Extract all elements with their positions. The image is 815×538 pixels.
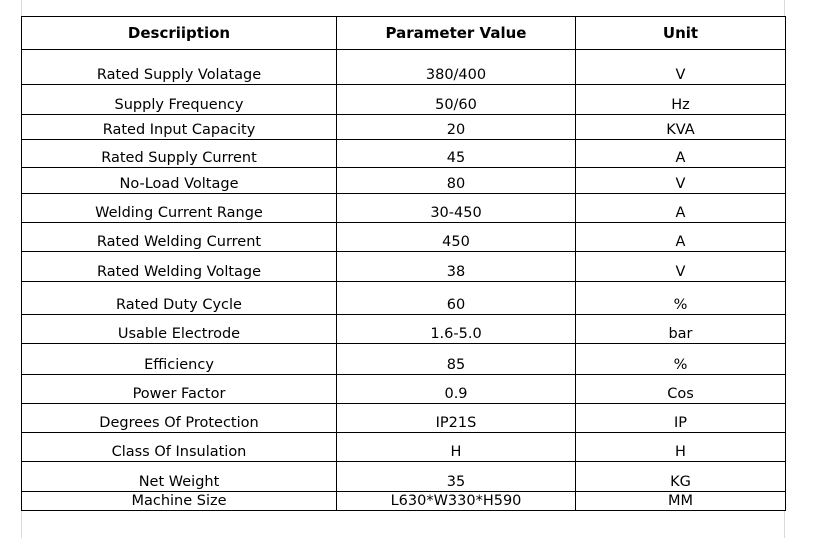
description-cell: Rated Input Capacity [22,115,337,140]
value-cell: 80 [337,168,576,194]
table-row [22,462,786,492]
description-cell: No-Load Voltage [22,168,337,194]
value-cell: 1.6-5.0 [337,315,576,344]
value-cell: 50/60 [337,85,576,115]
table-row [22,282,786,315]
unit-cell: V [576,50,786,85]
description-cell: Power Factor [22,375,337,404]
value-cell: L630*W330*H590 [337,492,576,511]
unit-cell: % [576,282,786,315]
value-cell: 38 [337,252,576,282]
value-cell: 60 [337,282,576,315]
table-row [22,194,786,223]
description-cell: Efficiency [22,344,337,375]
description-cell: Usable Electrode [22,315,337,344]
value-cell: 380/400 [337,50,576,85]
header-parameter-value: Parameter Value [337,17,576,50]
value-cell: IP21S [337,404,576,433]
description-cell: Net Weight [22,462,337,492]
value-cell: 35 [337,462,576,492]
value-cell: 450 [337,223,576,252]
table-row [22,168,786,194]
table-row [22,344,786,375]
description-cell: Rated Welding Voltage [22,252,337,282]
value-cell: H [337,433,576,462]
unit-cell: V [576,168,786,194]
description-cell: Supply Frequency [22,85,337,115]
table-row [22,375,786,404]
description-cell: Class Of Insulation [22,433,337,462]
description-cell: Degrees Of Protection [22,404,337,433]
unit-cell: Hz [576,85,786,115]
table-row [22,115,786,140]
header-unit: Unit [576,17,786,50]
unit-cell: A [576,194,786,223]
description-cell: Rated Supply Volatage [22,50,337,85]
unit-cell: MM [576,492,786,511]
table-row [22,315,786,344]
unit-cell: bar [576,315,786,344]
unit-cell: A [576,140,786,168]
description-cell: Machine Size [22,492,337,511]
unit-cell: H [576,433,786,462]
table-row [22,404,786,433]
value-cell: 45 [337,140,576,168]
table-row [22,85,786,115]
specification-table [21,16,786,511]
description-cell: Rated Supply Current [22,140,337,168]
description-cell: Rated Duty Cycle [22,282,337,315]
value-cell: 0.9 [337,375,576,404]
unit-cell: KVA [576,115,786,140]
table-header-row [22,17,786,50]
description-cell: Welding Current Range [22,194,337,223]
value-cell: 20 [337,115,576,140]
table-row [22,252,786,282]
header-description: Descriiption [22,17,337,50]
unit-cell: IP [576,404,786,433]
description-cell: Rated Welding Current [22,223,337,252]
value-cell: 85 [337,344,576,375]
unit-cell: A [576,223,786,252]
table-row [22,492,786,511]
table-row [22,433,786,462]
value-cell: 30-450 [337,194,576,223]
unit-cell: V [576,252,786,282]
table-row [22,223,786,252]
unit-cell: Cos [576,375,786,404]
table-row [22,140,786,168]
unit-cell: KG [576,462,786,492]
unit-cell: % [576,344,786,375]
table-row [22,50,786,85]
